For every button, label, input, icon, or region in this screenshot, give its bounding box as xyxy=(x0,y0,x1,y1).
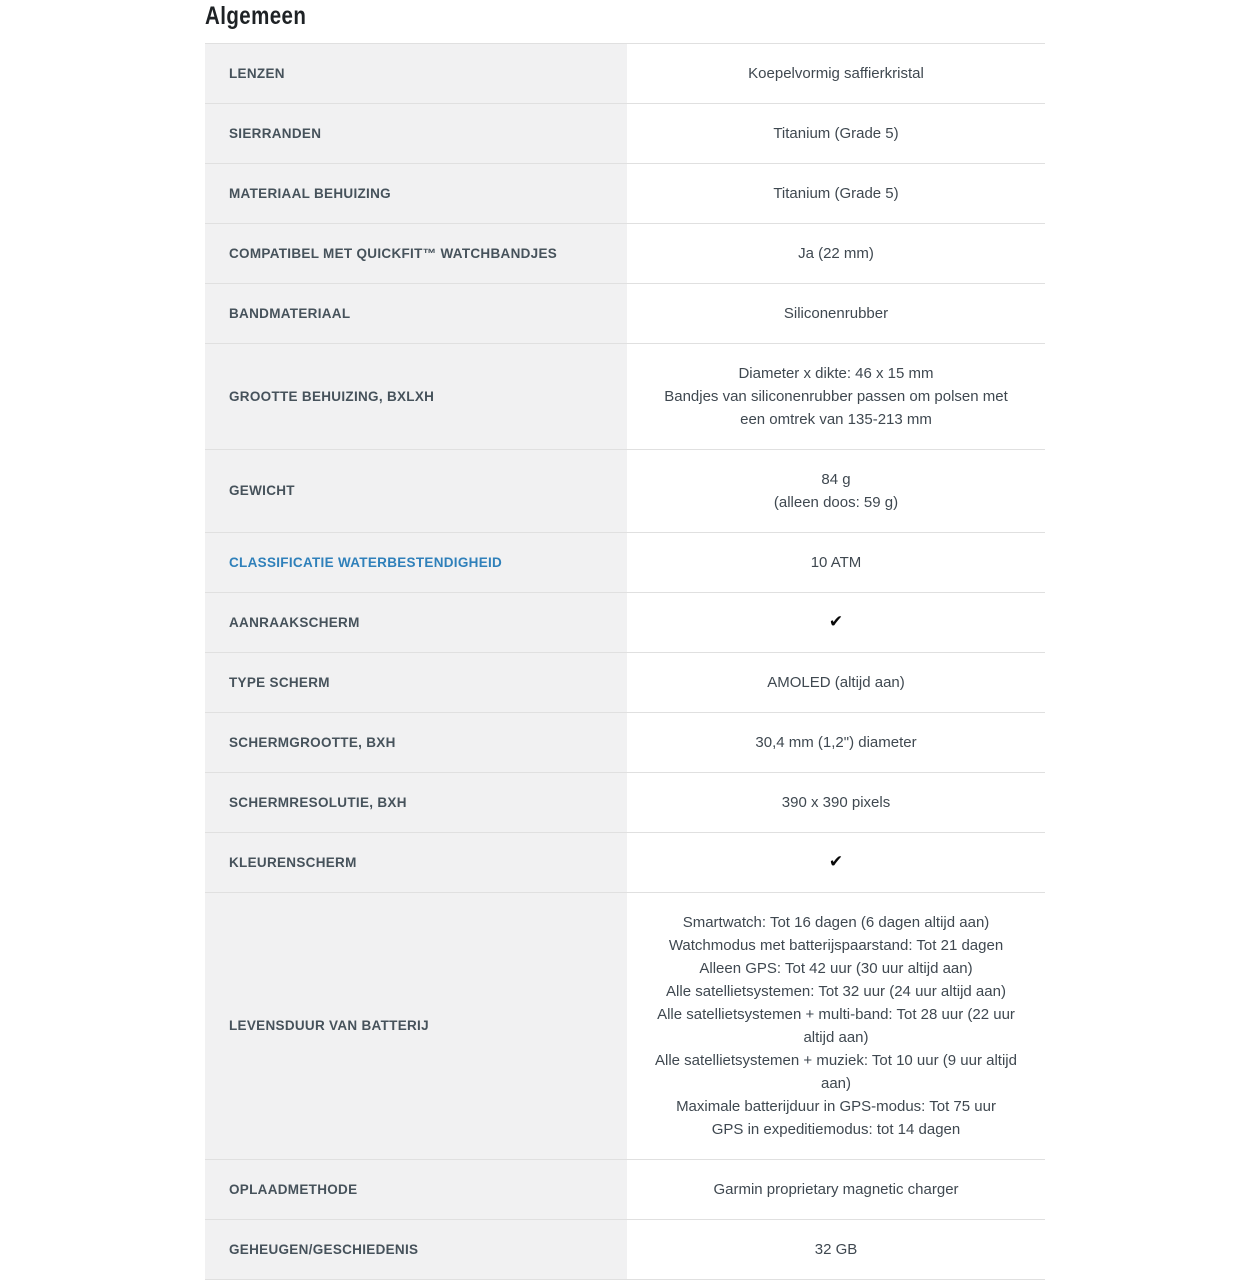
spec-value-line: 10 ATM xyxy=(810,554,862,571)
spec-value-line: Alle satellietsystemen: Tot 32 uur (24 uur altijd aan) xyxy=(666,983,1006,1000)
spec-value-cell xyxy=(627,164,1045,224)
spec-label: OPLAADMETHODE xyxy=(229,1181,358,1197)
spec-value-cell xyxy=(627,284,1045,344)
section-title-text: Algemeen xyxy=(205,2,307,30)
table-row xyxy=(205,593,1045,653)
spec-label-cell xyxy=(205,713,627,773)
spec-label-link[interactable]: CLASSIFICATIE WATERBESTENDIGHEID xyxy=(229,554,503,570)
spec-value-line: Smartwatch: Tot 16 dagen (6 dagen altijd aan) xyxy=(682,914,990,931)
table-row xyxy=(205,533,1045,593)
spec-label-cell xyxy=(205,344,627,450)
spec-label: LEVENSDUUR VAN BATTERIJ xyxy=(229,1018,429,1033)
spec-value-cell xyxy=(627,104,1045,164)
spec-value-cell xyxy=(627,450,1045,533)
spec-label: SCHERMGROOTTE, BXH xyxy=(229,734,396,750)
table-row xyxy=(205,104,1045,164)
spec-label-cell xyxy=(205,593,627,653)
spec-value-cell xyxy=(627,713,1045,773)
spec-label-cell xyxy=(205,44,627,104)
spec-label-cell xyxy=(205,533,627,593)
spec-label-cell xyxy=(205,653,627,713)
table-row xyxy=(205,450,1045,533)
spec-value-line: Watchmodus met batterijspaarstand: Tot 21 dagen xyxy=(668,937,1004,954)
spec-value-line: Koepelvormig saffierkristal xyxy=(748,65,924,82)
table-row xyxy=(205,284,1045,344)
spec-label-cell xyxy=(205,1160,627,1220)
spec-value-line: Alleen GPS: Tot 42 uur (30 uur altijd aan) xyxy=(699,960,973,977)
table-row xyxy=(205,893,1045,1160)
spec-label: SCHERMRESOLUTIE, BXH xyxy=(229,794,407,810)
spec-value-cell xyxy=(627,773,1045,833)
table-row xyxy=(205,773,1045,833)
spec-value-line: 30,4 mm (1,2") diameter xyxy=(755,734,917,751)
spec-value-line: Bandjes van siliconenrubber passen om polsen met een omtrek van 135-213 mm xyxy=(664,388,1008,428)
table-row xyxy=(205,833,1045,893)
table-row xyxy=(205,344,1045,450)
section-title xyxy=(205,0,1045,30)
table-row xyxy=(205,713,1045,773)
spec-label-cell xyxy=(205,893,627,1160)
spec-value-line: GPS in expeditiemodus: tot 14 dagen xyxy=(711,1121,961,1138)
table-row xyxy=(205,653,1045,713)
table-row xyxy=(205,1160,1045,1220)
spec-label: COMPATIBEL MET QUICKFIT™ WATCHBANDJES xyxy=(229,245,558,261)
spec-label-cell xyxy=(205,164,627,224)
spec-value-cell xyxy=(627,344,1045,450)
spec-value-line: 84 g xyxy=(821,471,851,488)
spec-label: GEWICHT xyxy=(229,483,295,498)
spec-value-cell xyxy=(627,593,1045,653)
spec-label-cell xyxy=(205,284,627,344)
spec-label: GEHEUGEN/GESCHIEDENIS xyxy=(229,1241,419,1257)
spec-label: SIERRANDEN xyxy=(229,125,322,141)
spec-label-cell xyxy=(205,773,627,833)
spec-value-cell xyxy=(627,653,1045,713)
spec-label-cell xyxy=(205,224,627,284)
spec-label-cell xyxy=(205,833,627,893)
spec-label-cell xyxy=(205,104,627,164)
spec-table xyxy=(205,43,1045,1280)
spec-value-line: Titanium (Grade 5) xyxy=(773,125,899,142)
table-row xyxy=(205,164,1045,224)
checkmark-icon: ✔ xyxy=(828,612,844,632)
spec-label: TYPE SCHERM xyxy=(229,674,330,690)
spec-label-cell xyxy=(205,450,627,533)
spec-label: LENZEN xyxy=(229,65,285,81)
checkmark-icon: ✔ xyxy=(828,852,844,872)
spec-value-line: Diameter x dikte: 46 x 15 mm xyxy=(738,365,934,382)
spec-label: KLEURENSCHERM xyxy=(229,854,357,870)
spec-value-line: Titanium (Grade 5) xyxy=(773,185,899,202)
table-row xyxy=(205,224,1045,284)
spec-value-line: 390 x 390 pixels xyxy=(781,794,891,811)
spec-value-line: Alle satellietsystemen + muziek: Tot 10 uur (9 uur altijd aan) xyxy=(655,1052,1017,1092)
spec-value-cell xyxy=(627,44,1045,104)
spec-label: GROOTTE BEHUIZING, BXLXH xyxy=(229,388,435,404)
spec-value-line: Ja (22 mm) xyxy=(798,245,874,262)
spec-value-line: Siliconenrubber xyxy=(783,305,889,322)
spec-table-body xyxy=(205,44,1045,1280)
spec-value-line: Garmin proprietary magnetic charger xyxy=(713,1181,959,1198)
spec-label: MATERIAAL BEHUIZING xyxy=(229,185,391,201)
spec-value-cell xyxy=(627,533,1045,593)
spec-value-line: (alleen doos: 59 g) xyxy=(773,494,899,511)
spec-value-cell xyxy=(627,833,1045,893)
spec-value-line: 32 GB xyxy=(814,1241,858,1258)
spec-label: AANRAAKSCHERM xyxy=(229,614,360,630)
spec-value-cell xyxy=(627,224,1045,284)
table-row xyxy=(205,44,1045,104)
spec-value-line: Maximale batterijduur in GPS-modus: Tot 75 uur xyxy=(676,1098,996,1115)
spec-value-line: Alle satellietsystemen + multi-band: Tot 28 uur (22 uur altijd aan) xyxy=(657,1006,1015,1046)
spec-label: BANDMATERIAAL xyxy=(229,305,351,321)
spec-value-cell xyxy=(627,893,1045,1160)
spec-value-cell xyxy=(627,1160,1045,1220)
spec-value-line: AMOLED (altijd aan) xyxy=(767,674,905,691)
spec-section xyxy=(205,0,1045,1280)
